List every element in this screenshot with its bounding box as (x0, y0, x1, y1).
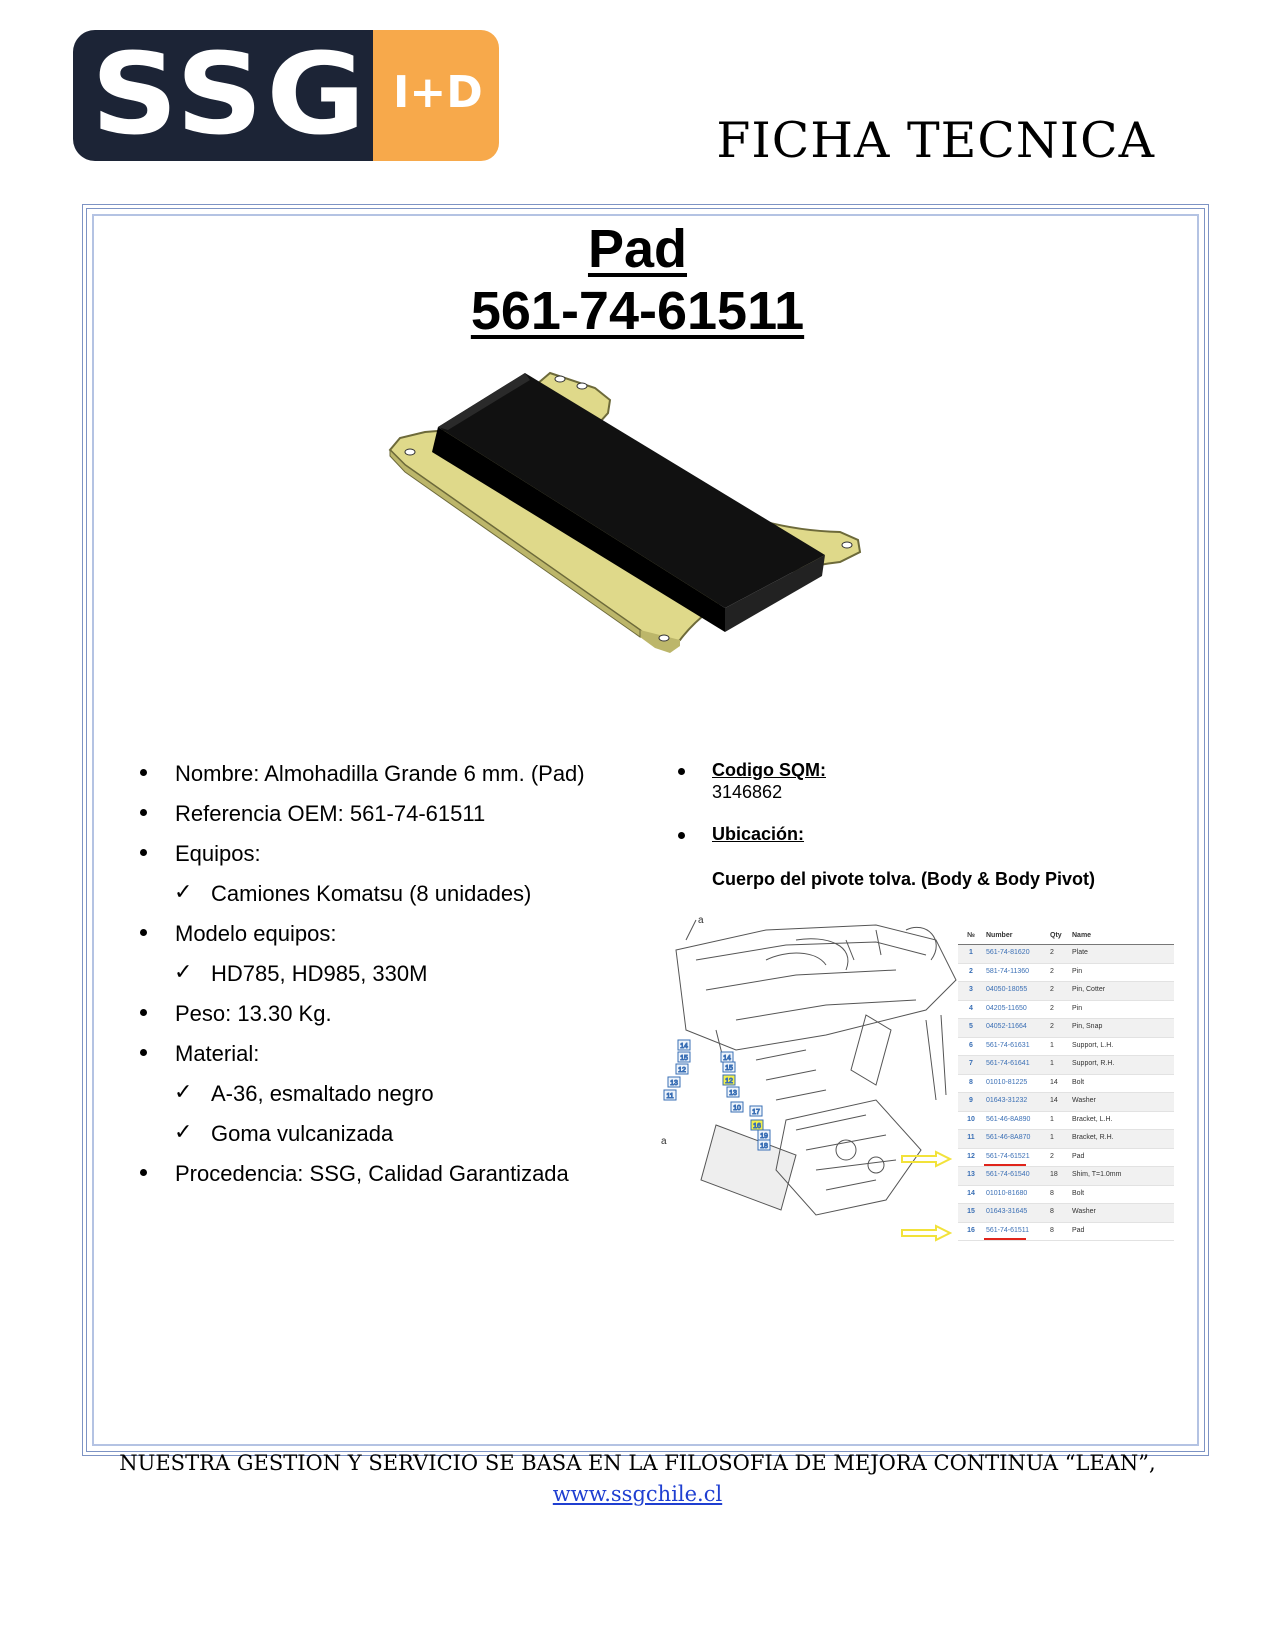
models-value: HD785, HD985, 330M (211, 961, 428, 986)
cell-qty: 18 (1050, 1171, 1058, 1178)
checkmark-icon: ✓ (174, 960, 193, 985)
bullet-icon (140, 849, 147, 856)
material-value-1: A-36, esmaltado negro (211, 1081, 434, 1106)
product-title (0, 218, 1275, 342)
cell-qty: 1 (1050, 1134, 1054, 1141)
cell-number: 561-46-8A890 (986, 1115, 1031, 1123)
cell-name: Pad (1072, 1152, 1085, 1160)
header-qty: Qty (1050, 932, 1062, 939)
cell-qty: 2 (1050, 949, 1054, 956)
table-row (958, 1130, 1174, 1149)
cell-qty: 8 (1050, 1189, 1054, 1197)
bullet-icon (678, 768, 685, 775)
cell-name: Pad (1072, 1226, 1085, 1234)
company-logo (73, 30, 499, 161)
cell-name: Bracket, R.H. (1072, 1134, 1114, 1141)
callout-12b: 12 (725, 1078, 733, 1085)
equipment-value: Camiones Komatsu (8 unidades) (211, 881, 532, 906)
cell-qty: 1 (1050, 1060, 1054, 1067)
cell-qty: 1 (1050, 1115, 1054, 1123)
cell-number: 561-46-8A870 (986, 1134, 1031, 1141)
table-row (958, 1001, 1174, 1020)
list-item (140, 841, 680, 881)
callout-14b: 14 (723, 1055, 731, 1062)
table-row (958, 1019, 1174, 1038)
callout-14: 14 (680, 1043, 688, 1050)
table-row (958, 1149, 1174, 1168)
cell-name: Pin (1072, 1004, 1083, 1012)
cell-no: 5 (969, 1023, 973, 1030)
parts-table (958, 928, 1174, 1241)
sqm-code-value: 3146862 (712, 782, 783, 802)
cell-no: 6 (969, 1041, 973, 1049)
cell-qty: 2 (1050, 1023, 1054, 1030)
cell-number: 04205-11650 (986, 1004, 1027, 1012)
cell-qty: 8 (1050, 1226, 1054, 1234)
spec-models: Modelo equipos: (175, 921, 337, 946)
bullet-icon (678, 832, 685, 839)
cell-number: 561-74-61511 (986, 1226, 1030, 1234)
cell-no: 15 (967, 1208, 975, 1215)
table-row (958, 1112, 1174, 1131)
list-item (140, 761, 680, 801)
table-row (958, 964, 1174, 983)
sub-list-item (140, 881, 680, 921)
cell-no: 2 (969, 967, 973, 975)
highlight-arrow-icon (900, 1225, 952, 1241)
list-item (140, 801, 680, 841)
table-row (958, 1093, 1174, 1112)
bullet-icon (140, 809, 147, 816)
cell-number: 04050-18055 (986, 986, 1028, 993)
table-row (958, 1056, 1174, 1075)
cell-no: 8 (969, 1078, 973, 1086)
cell-qty: 14 (1050, 1097, 1058, 1104)
callout-16: 16 (753, 1123, 761, 1130)
website-link[interactable] (0, 1482, 1275, 1506)
checkmark-icon: ✓ (174, 880, 193, 905)
callout-19: 19 (760, 1133, 768, 1140)
cell-qty: 8 (1050, 1208, 1054, 1215)
cell-name: Washer (1072, 1097, 1096, 1104)
cell-number: 04052-11664 (986, 1023, 1027, 1030)
spec-material: Material: (175, 1041, 260, 1066)
header-name: Name (1072, 932, 1092, 939)
table-row (958, 1186, 1174, 1205)
callout-11: 11 (666, 1093, 674, 1100)
cell-no: 14 (967, 1189, 975, 1197)
cell-qty: 14 (1050, 1078, 1058, 1086)
cell-no: 7 (969, 1060, 973, 1067)
cell-qty: 2 (1050, 1152, 1054, 1160)
highlight-arrow-icon (900, 1151, 952, 1167)
callout-a-top: a (698, 915, 704, 926)
cell-number: 581-74-11360 (986, 967, 1030, 975)
cell-qty: 2 (1050, 1004, 1054, 1012)
spec-equipment: Equipos: (175, 841, 261, 866)
spec-oem-ref: Referencia OEM: 561-74-61511 (175, 801, 486, 826)
table-body (958, 945, 1174, 1241)
cell-name: Plate (1072, 949, 1088, 956)
bullet-icon (140, 929, 147, 936)
spec-name: Nombre: Almohadilla Grande 6 mm. (Pad) (175, 761, 585, 786)
callout-13b: 13 (729, 1090, 737, 1097)
table-row (958, 1167, 1174, 1186)
callout-17: 17 (752, 1109, 760, 1116)
pad-part-image (400, 380, 900, 680)
cell-no: 10 (967, 1115, 975, 1123)
cell-no: 16 (967, 1226, 975, 1234)
spec-origin: Procedencia: SSG, Calidad Garantizada (175, 1161, 569, 1186)
website-link-text[interactable]: www.ssgchile.cl (552, 1482, 723, 1506)
cell-no: 12 (967, 1152, 975, 1160)
header-number: Number (986, 932, 1013, 939)
cell-qty: 2 (1050, 967, 1054, 975)
list-item (140, 1001, 680, 1041)
cell-name: Bolt (1072, 1189, 1085, 1197)
product-code: 561-74-61511 (470, 281, 805, 341)
list-item (140, 1161, 680, 1201)
bullet-icon (140, 1049, 147, 1056)
logo-id-text: I+D (393, 67, 483, 118)
cell-no: 9 (969, 1097, 973, 1104)
location-value: Cuerpo del pivote tolva. (Body & Body Pivot) (712, 869, 1096, 889)
table-header (958, 928, 1174, 945)
callout-12: 12 (678, 1067, 686, 1074)
table-row (958, 982, 1174, 1001)
cell-no: 4 (969, 1004, 973, 1012)
table-row (958, 1075, 1174, 1094)
highlight-underline (984, 1238, 1026, 1240)
table-row (958, 1038, 1174, 1057)
callout-10: 10 (733, 1105, 741, 1112)
cell-number: 561-74-61540 (986, 1171, 1030, 1178)
cell-no: 1 (969, 949, 973, 956)
table-row (958, 1223, 1174, 1242)
spec-weight: Peso: 13.30 Kg. (175, 1001, 332, 1026)
cell-number: 561-74-61521 (986, 1152, 1030, 1160)
cell-number: 01010-81680 (986, 1189, 1028, 1197)
cell-number: 01010-81225 (986, 1078, 1028, 1086)
sub-list-item (140, 1081, 680, 1121)
bullet-icon (140, 1169, 147, 1176)
cell-number: 01643-31645 (986, 1208, 1028, 1215)
bullet-icon (140, 769, 147, 776)
cell-name: Support, L.H. (1072, 1041, 1114, 1049)
cell-name: Pin, Cotter (1072, 986, 1106, 993)
bullet-icon (140, 1009, 147, 1016)
document-title: FICHA TECNICA (716, 112, 1155, 169)
cell-name: Bolt (1072, 1078, 1085, 1086)
cell-name: Pin, Snap (1072, 1023, 1103, 1030)
checkmark-icon: ✓ (174, 1080, 193, 1105)
list-item (140, 921, 680, 961)
exploded-parts-diagram (661, 915, 966, 1218)
sub-list-item (140, 961, 680, 1001)
cell-no: 13 (967, 1171, 975, 1178)
cell-number: 01643-31232 (986, 1097, 1028, 1104)
list-item (140, 1041, 680, 1081)
cell-qty: 2 (1050, 986, 1054, 993)
location-label: Ubicación: (712, 824, 805, 844)
product-name: Pad (587, 219, 688, 279)
cell-name: Support, R.H. (1072, 1060, 1115, 1067)
table-row (958, 945, 1174, 964)
cell-qty: 1 (1050, 1041, 1054, 1049)
footer-slogan: NUESTRA GESTION Y SERVICIO SE BASA EN LA FILOSOFIA DE MEJORA CONTINUA “LEAN”, (119, 1451, 1156, 1475)
callout-13: 13 (670, 1080, 678, 1087)
cell-name: Pin (1072, 967, 1083, 975)
cell-number: 561-74-61641 (986, 1060, 1030, 1067)
table-row (958, 1204, 1174, 1223)
highlight-underline (984, 1164, 1026, 1166)
callout-15b: 15 (725, 1065, 733, 1072)
cell-name: Washer (1072, 1208, 1096, 1215)
logo-ssg-text: SSG (91, 30, 369, 160)
cell-name: Bracket, L.H. (1072, 1115, 1113, 1123)
sqm-code-label: Codigo SQM: (712, 760, 826, 780)
callout-a-bottom: a (661, 1136, 667, 1147)
callout-15: 15 (680, 1055, 688, 1062)
cell-number: 561-74-81620 (986, 949, 1030, 956)
cell-no: 3 (969, 986, 973, 993)
checkmark-icon: ✓ (174, 1120, 193, 1145)
header-no: № (967, 932, 975, 939)
cell-number: 561-74-61631 (986, 1041, 1030, 1049)
sub-list-item (140, 1121, 680, 1161)
callout-18: 18 (760, 1143, 768, 1150)
material-value-2: Goma vulcanizada (211, 1121, 394, 1146)
specification-list (140, 761, 680, 1201)
cell-name: Shim, T=1.0mm (1072, 1171, 1122, 1178)
cell-no: 11 (967, 1134, 975, 1141)
